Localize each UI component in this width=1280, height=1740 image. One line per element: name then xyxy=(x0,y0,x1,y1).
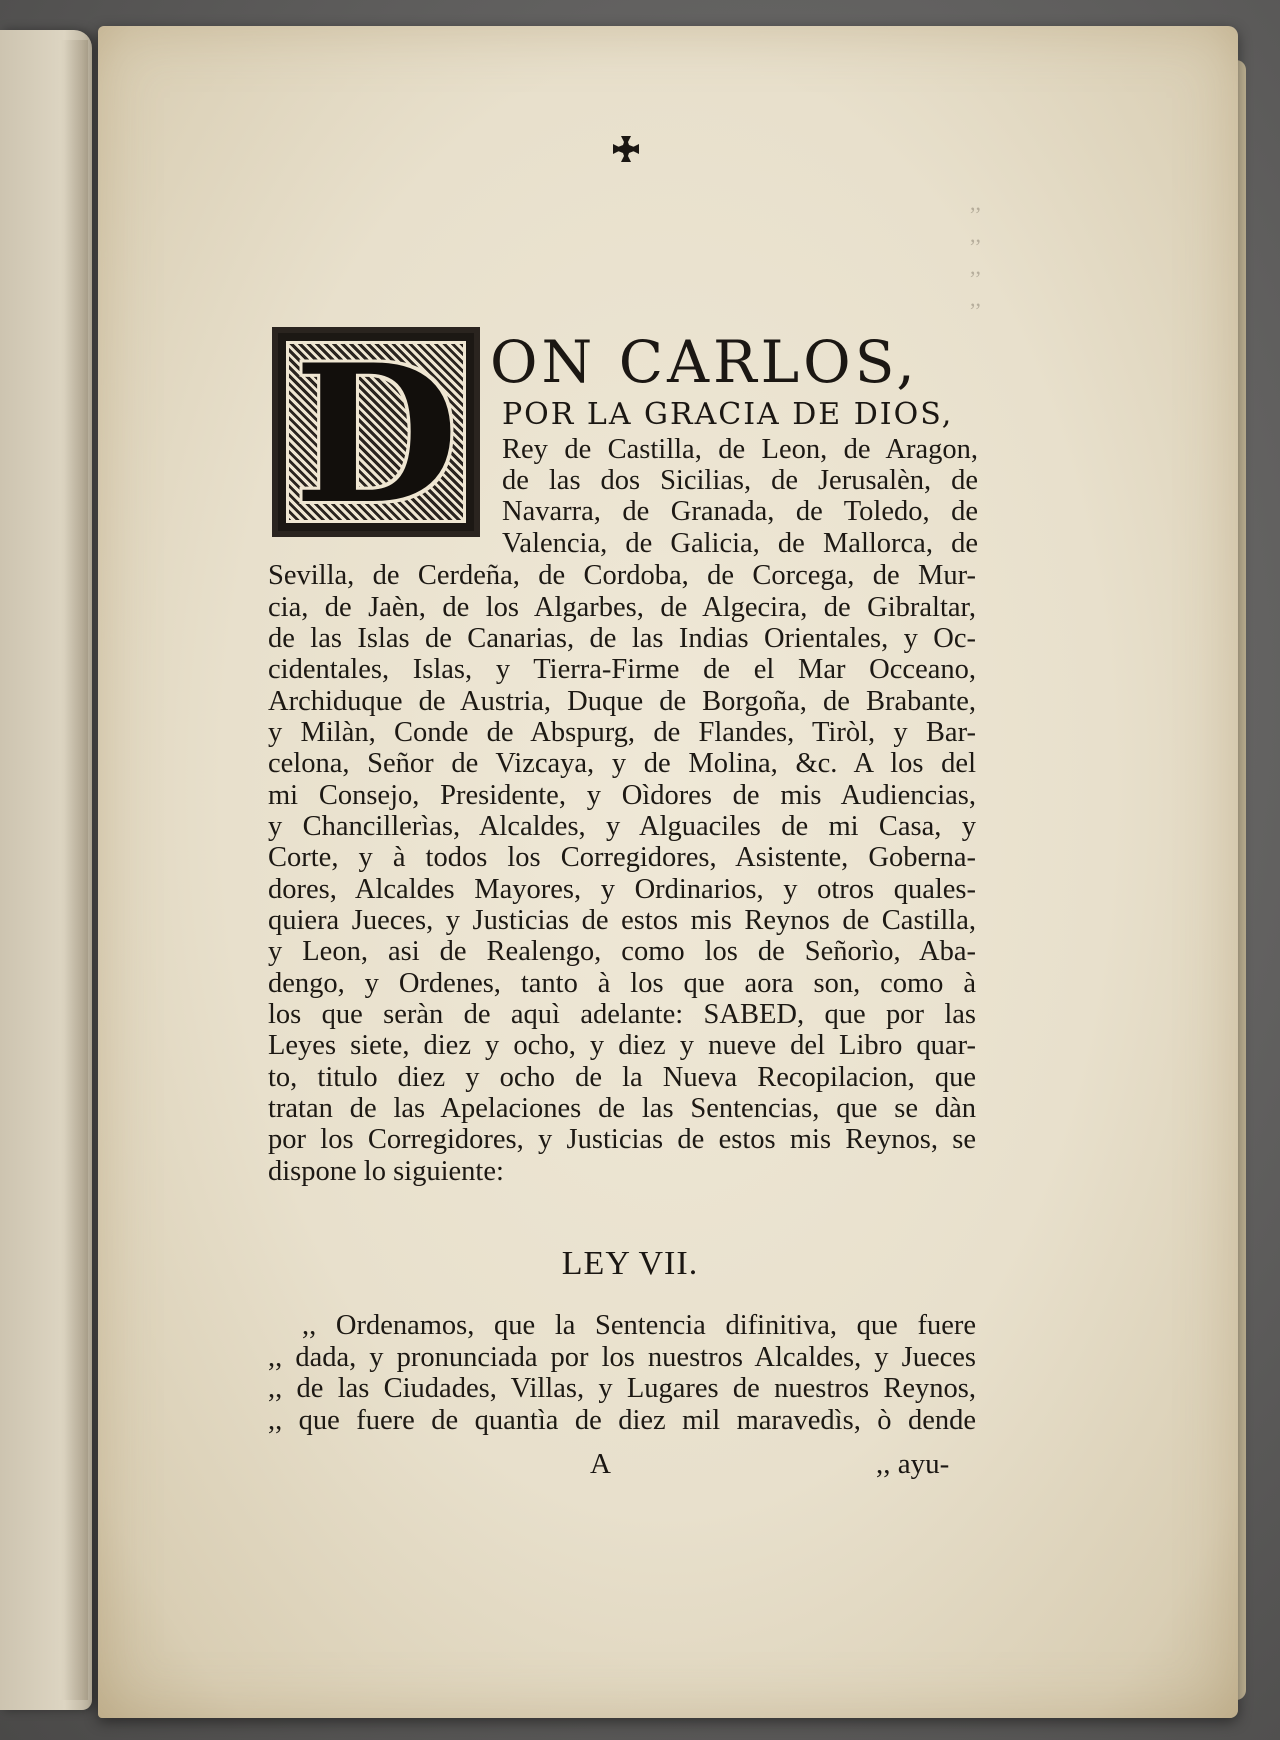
initial-ornament-pattern xyxy=(286,323,466,546)
catchword: ,, ayu- xyxy=(876,1448,950,1480)
text-line: Corte, y à todos los Corregidores, Asistente, Goberna- xyxy=(268,842,976,873)
subtitle-line: POR LA GRACIA DE DIOS, xyxy=(502,397,954,432)
text-line-last: dispone lo siguiente: xyxy=(268,1156,504,1187)
section-title: LEY VII. xyxy=(561,1245,699,1282)
facing-page-shadow xyxy=(60,40,88,1700)
text-line: Rey de Castilla, de Leon, de Aragon, xyxy=(502,434,978,465)
text-line: Sevilla, de Cerdeña, de Cordoba, de Corcega, de Mur- xyxy=(268,560,976,591)
text-line: y Leon, asi de Realengo, como los de Señorìo, Aba- xyxy=(268,936,976,967)
text-line: Navarra, de Granada, de Toledo, de xyxy=(502,496,978,527)
text-line: celona, Señor de Vizcaya, y de Molina, &c. A los del xyxy=(268,748,976,779)
text-line: to, titulo diez y ocho de la Nueva Recopilacion, que xyxy=(268,1062,976,1093)
text-line: mi Consejo, Presidente, y Oìdores de mis Audiencias, xyxy=(268,780,976,811)
text-line: y Chancillerìas, Alcaldes, y Alguaciles de mi Casa, y xyxy=(268,811,976,842)
text-line: ,, de las Ciudades, Villas, y Lugares de nuestros Reynos, xyxy=(268,1373,976,1404)
title-line: ON CARLOS, xyxy=(490,328,919,396)
text-line: cidentales, Islas, y Tierra-Firme de el Mar Occeano, xyxy=(268,654,976,685)
text-line: y Milàn, Conde de Abspurg, de Flandes, Tiròl, y Bar- xyxy=(268,717,976,748)
text-line: quiera Jueces, y Justicias de estos mis Reynos de Castilla, xyxy=(268,905,976,936)
text-line: por los Corregidores, y Justicias de estos mis Reynos, se xyxy=(268,1124,976,1155)
cross-ornament-icon xyxy=(611,134,641,164)
initial-letter: D xyxy=(293,323,459,546)
decorated-initial xyxy=(272,323,480,546)
text-line: tratan de las Apelaciones de las Sentencias, que se dàn xyxy=(268,1093,976,1124)
text-line: dores, Alcaldes Mayores, y Ordinarios, y otros quales- xyxy=(268,874,976,905)
show-through-mark: ,, xyxy=(970,222,981,247)
text-line: ,, Ordenamos, que la Sentencia difinitiva, que fuere xyxy=(302,1310,976,1341)
text-line: dengo, y Ordenes, tanto à los que aora son, como à xyxy=(268,968,976,999)
text-line: de las Islas de Canarias, de las Indias Orientales, y Oc- xyxy=(268,623,976,654)
show-through-mark: ,, xyxy=(970,254,981,279)
text-line: cia, de Jaèn, de los Algarbes, de Algecira, de Gibraltar, xyxy=(268,592,976,623)
show-through-mark: ,, xyxy=(970,286,981,311)
text-line: de las dos Sicilias, de Jerusalèn, de xyxy=(502,465,978,496)
show-through-mark: ,, xyxy=(970,190,981,215)
text-line: Valencia, de Galicia, de Mallorca, de xyxy=(502,528,978,559)
text-line: Archiduque de Austria, Duque de Borgoña, de Brabante, xyxy=(268,686,976,717)
signature-mark: A xyxy=(590,1448,611,1480)
text-line: ,, dada, y pronunciada por los nuestros Alcaldes, y Jueces xyxy=(268,1342,976,1373)
text-line: los que seràn de aquì adelante: SABED, que por las xyxy=(268,999,976,1030)
text-line: ,, que fuere de quantìa de diez mil maravedìs, ò dende xyxy=(268,1405,976,1436)
text-line: Leyes siete, diez y ocho, y diez y nueve del Libro quar- xyxy=(268,1030,976,1061)
